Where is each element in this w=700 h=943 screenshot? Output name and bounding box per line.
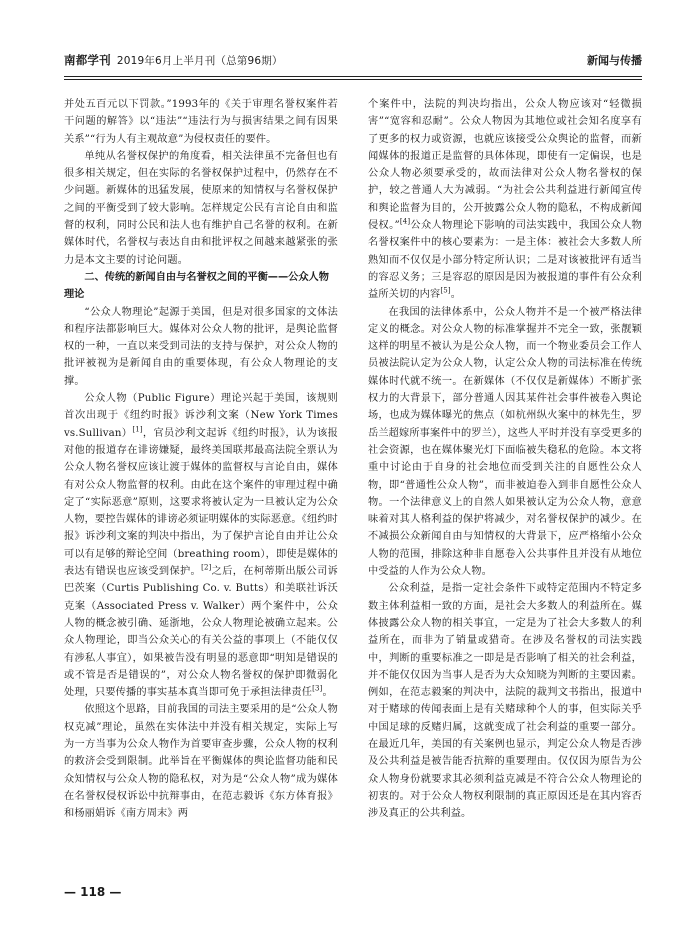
citation-ref: [2] — [201, 563, 212, 572]
citation-ref: [1] — [132, 425, 143, 434]
paragraph: 在我国的法律体系中，公众人物并不是一个被严格法律定义的概念。对公众人物的标准掌握并不完全一致，张靓颖这样的明星不被认为是公众人物，而一个物业委员会工作人员被法院认定为公众人物，认定公众人物的司法标准在传统媒体时代就不统一。在新媒体（不仅仅是新媒体）不断扩张权力的大背景下，部分普通人因其某件社会事件被卷入舆论场，也成为媒体曝光的焦点（如杭州纵火案中的林先生，罗岳兰超嫁所事案件中的罗兰），这些人平时并没有享受更多的社会资源，也在媒体聚光灯下面临被失稳私的危险。本文将重中讨论由于自身的社会地位而受到关注的自愿性公众人物，即“普通性公众人物”，而非被迫卷入到非自愿性公众人物。一个法律意义上的自然人如果被认定为公众人物，意意味着对其人格利益的保护将减少，对名誉权保护的减少。在不减损公众新闻自由与知情权的大背景下，应严格缩小公众人物的范围，排除这种非自愿卷入公共事件且并没有从地位中受益的人作为公众人物。 — [368, 306, 642, 578]
section-heading: 二、传统的新闻自由与名誉权之间的平衡——公众人物理论 — [64, 271, 329, 301]
paragraph: 依照这个思路，目前我国的司法主要采用的是“公众人物权克减”理论，虽然在实体法中并没有相关规定，实际上写为一方当事为公众人物作为首要审查步骤，公众人物的权利的救济会受到限制。此举旨在平衡媒体的舆论监督功能和民众知情权与公众人物的隐私权，对为是“公众人物”成为媒体在名誉权侵权诉讼中抗辩事由，在范志毅诉《东方体育报》和杨丽娟诉《南方周末》两 — [64, 704, 338, 820]
header-rule-thin — [64, 79, 642, 80]
paragraph: 并处五百元以下罚款。”1993年的《关于审理名誉权案件若干问题的解答》以“违法”“违法行为与损害结果之间有因果关系”“行为人有主观故意”为侵权责任的要件。 — [64, 99, 338, 145]
citation-ref: [5] — [440, 286, 451, 295]
left-column — [64, 96, 338, 876]
paragraph: 单纯从名誉权保护的角度看，相关法律虽不完备但也有很多相关规定，但在实际的名誉权保护过程中，仍然存在不少问题。新媒体的迅猛发展，使原来的知情权与名誉权保护之间的平衡受到了较大影响。怎样规定公民有言论自由和监督的权利，同时公民和法人也有维护自己名誉的权利。在新媒体时代，名誉权与表达自由和批评权之间越来越紧张的张力是本文主要的讨论问题。 — [64, 150, 338, 266]
journal-name: 南都学刊 — [64, 53, 111, 67]
paragraph: 公众人物（Public Figure）理论兴起于美国，该规则首次出现于《纽约时报》诉沙利文案（New York Times vs.Sullivan）[1]，官员沙利文起诉《纽约时报》，认为该报对他的报道存在诽谤嫌疑，最终美国联邦最高法院全票认为公众人物名誉权应该让渡于媒体的监督权与言论自由，媒体有对公众人物监督的权利。由此在这个案件的审理过程中确定了“实际恶意”原则，这要求将被认定为一旦被认定为公众人物，要控告媒体的诽谤必须证明媒体的实际恶意。《纽约时报》诉沙利文案的判决中指出，为了保护言论自由并让公众可以有足够的辩论空间（breathing room），即使是媒体的表达有错误也应该受到保护。[2]之后，在柯蒂斯出版公司诉巴茨案（Curtis Publishing Co. v. Butts）和美联社诉沃克案（Associated Press v. Walker）两个案件中，公众人物的概念被引确、延浙地，公众人物理论被确立起来。公众人物理论，即当公众关心的有关公益的事项上（不能仅仅有涉私人事宜），如果被告没有明显的恶意即“明知是错误的或不管是否是错误的”，对公众人物名誉权的保护即微弱化处理，只要传播的事实基本真当即可免于承担法律责任[3]。 — [64, 393, 338, 699]
issue-info: 2019年6月上半月刊（总第96期） — [116, 55, 283, 67]
paragraph: 个案件中，法院的判决均指出，公众人物应该对“轻微损害”“宽容和忍耐”。公众人物因为其地位或社会知名度享有了更多的权力或资源，也就应该接受公众舆论的监督，而新闻媒体的报道正是监督的具体体现，即使有一定偏误，也是公众人物必须要承受的，故而法律对公众人物名誉权的保护，较之普通人大为减弱。“为社会公共利益进行新闻宣传和舆论监督为目的，公开披露公众人物的隐私，不构成新闻侵权。”[4]公众人物理论下影响的司法实践中，我国公众人物名誉权案件中的核心要素为：一是主体：被社会大多数人所熟知而不仅仅是小部分特定所认识；二是对该被批评有适当的容忍义务；三是容忍的原因是因为被报道的事件有公众利益所关切的内容[5]。 — [368, 99, 642, 301]
citation-ref: [4] — [399, 217, 411, 226]
header-rule — [64, 76, 642, 77]
right-column — [368, 96, 642, 876]
paragraph: “公众人物理论”起源于美国，但是对很多国家的文体法和程序法都影响巨大。媒体对公众人物的批评，是舆论监督权的一种，一直以来受到司法的支持与保护，对公众人物的批评被视为是新闻自由的重要体现，有公众人物理论的支撑。 — [64, 306, 338, 387]
paragraph: 公众利益，是指一定社会条件下或特定范围内不特定多数主体利益相一致的方面，是社会大多数人的利益所在。媒体披露公众人物的相关事宜，一定是为了社会大多数人的利益所在，而非为了销量或猎奇。在涉及名誉权的司法实践中，判断的重要标准之一即是是否影响了相关的社会利益，并不能仅仅因为当事人是否为大众知晓为判断的主要因素。例如，在范志毅案的判决中，法院的裁判文书指出，报道中对于赌球的传闻表面上是有关赌球种个人的事，但实际关乎中国足球的反赌归属，这就变成了社会利益的重要一部分。在最近几年，美国的有关案例也显示，判定公众人物是否涉及公共利益是被告能否抗辩的重要理由。仅仅因为原告为公众人物身份就要求其必须利益克减是不符合公众人物理论的初衷的。对于公众人物权利限制的真正原因还是在其内容否涉及真正的公共利益。 — [368, 583, 642, 820]
journal-info — [64, 52, 283, 68]
section-name: 新闻与传播 — [587, 54, 642, 67]
page-number: — 118 — — [64, 885, 122, 899]
citation-ref: [3] — [312, 684, 323, 693]
page-header — [64, 48, 642, 74]
